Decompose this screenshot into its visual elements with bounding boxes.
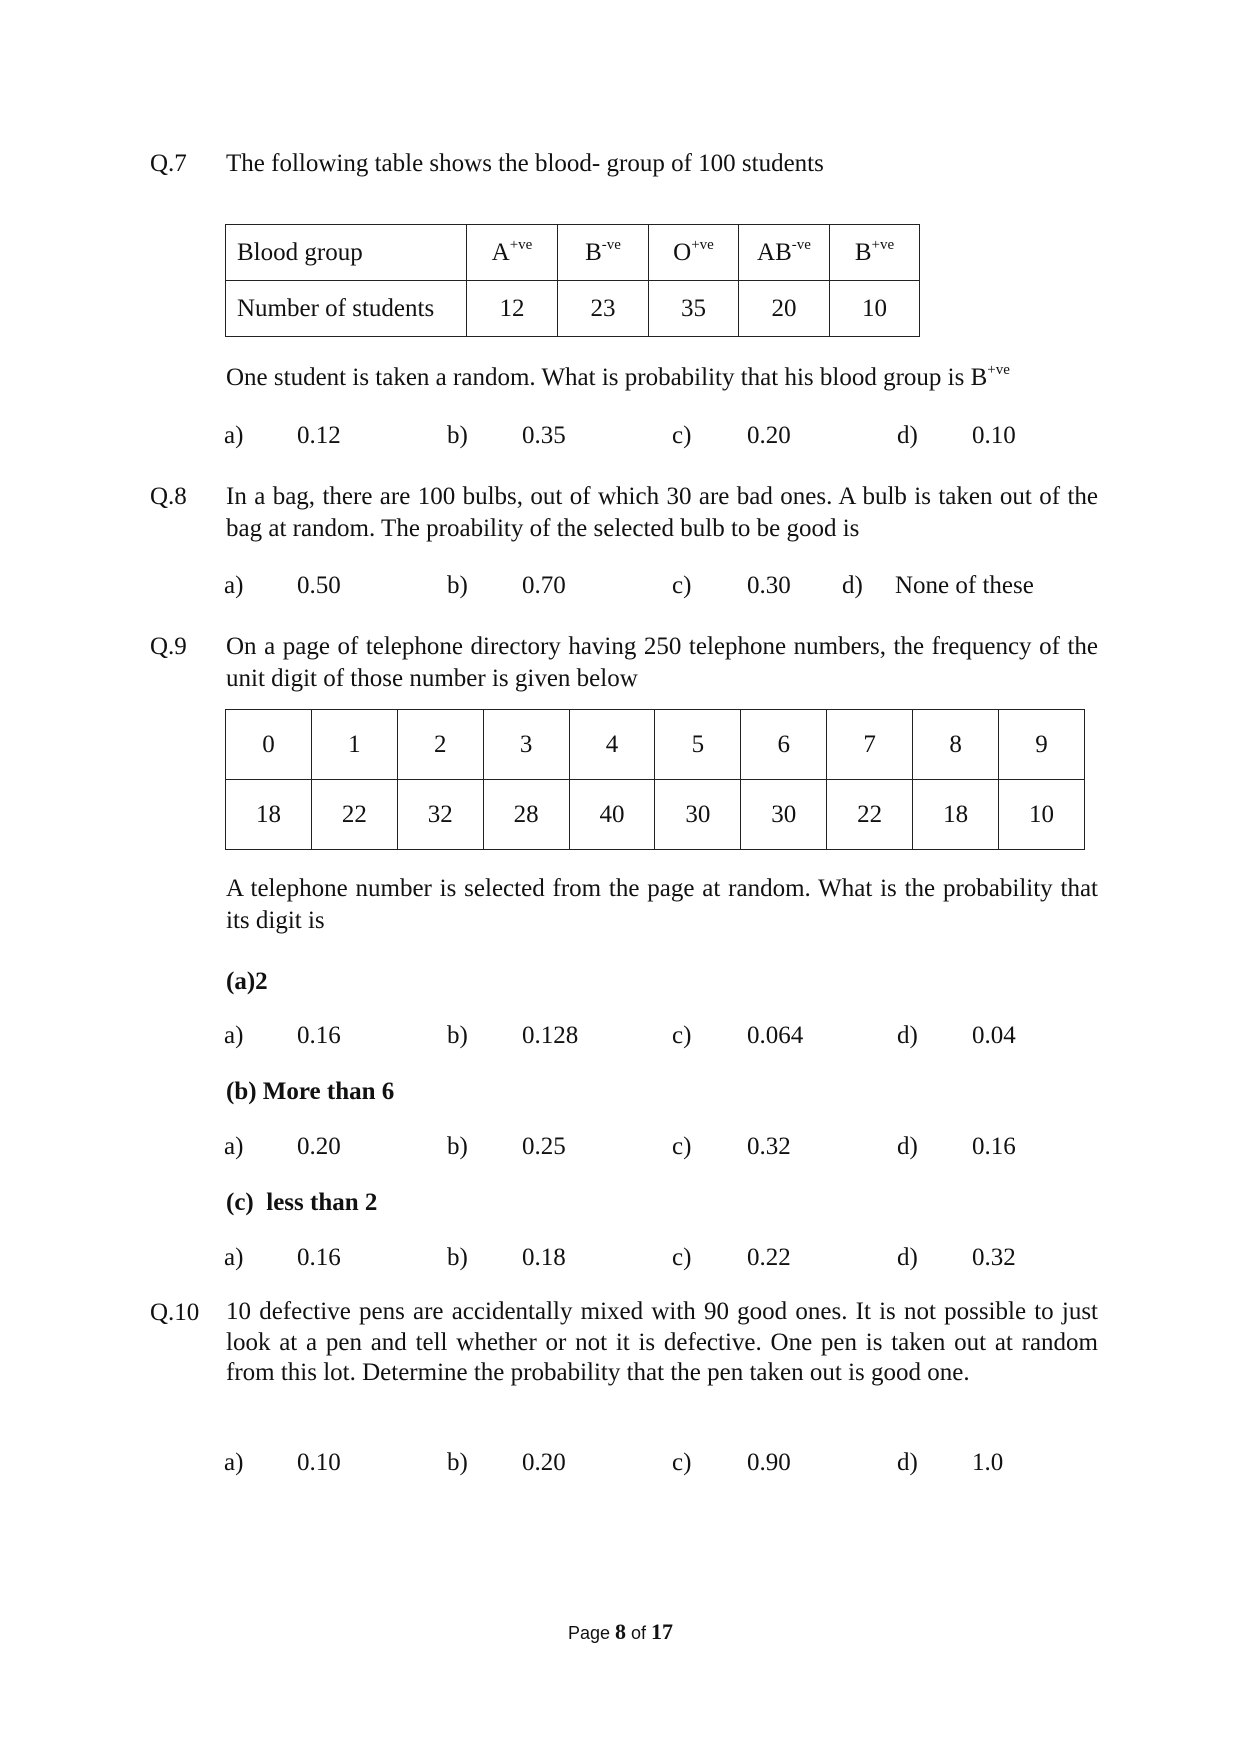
option-label: d)	[897, 1449, 918, 1476]
question-text: On a page of telephone directory having 250 telephone numbers, the frequency of the unit digit of those number is given below	[226, 633, 1098, 692]
total-pages: 17	[651, 1619, 674, 1644]
option-label: b)	[447, 422, 468, 449]
option-value: 0.128	[522, 1022, 579, 1049]
option-value: 0.30	[747, 572, 791, 599]
table-header-label: Blood group	[226, 225, 467, 281]
option-label: c)	[672, 572, 692, 599]
digit-cell: 4	[569, 710, 655, 780]
current-page: 8	[615, 1619, 626, 1644]
blood-group-cell: $B^{-ve}$	[558, 225, 649, 281]
option-value: 0.10	[972, 422, 1016, 449]
student-count-cell: 20	[739, 281, 830, 337]
option-value: 0.16	[297, 1022, 341, 1049]
question-number: Q.7	[150, 150, 187, 177]
digit-cell: 9	[999, 710, 1085, 780]
question-prompt: One student is taken a random. What is probability that his blood group is $B^{+ve}$	[226, 362, 1010, 391]
option-value: 0.20	[522, 1449, 566, 1476]
student-count-cell: 12	[467, 281, 558, 337]
question-number: Q.10	[150, 1299, 200, 1326]
option-value: 1.0	[972, 1449, 1004, 1476]
question-text: In a bag, there are 100 bulbs, out of which 30 are bad ones. A bulb is taken out of the bag at random. The proability of the selected bulb to be good is	[226, 483, 1098, 542]
sub-question-label: (a)2	[226, 968, 268, 995]
digit-cell: 2	[397, 710, 483, 780]
sub-question-label: (c) less than 2	[226, 1189, 378, 1216]
option-label: b)	[447, 1133, 468, 1160]
option-value: 0.10	[297, 1449, 341, 1476]
option-label: d)	[842, 572, 863, 599]
sub-question-label: (b) More than 6	[226, 1078, 395, 1105]
page-of-label: of	[631, 1623, 647, 1643]
digit-cell: 8	[913, 710, 999, 780]
option-value: 0.04	[972, 1022, 1016, 1049]
digit-cell: 5	[655, 710, 741, 780]
digit-cell: 1	[311, 710, 397, 780]
option-value: 0.25	[522, 1133, 566, 1160]
page-number-footer	[0, 1619, 1241, 1645]
option-value: 0.70	[522, 572, 566, 599]
option-value: 0.16	[297, 1244, 341, 1271]
frequency-cell: 40	[569, 780, 655, 850]
option-label: b)	[447, 1022, 468, 1049]
frequency-cell: 18	[913, 780, 999, 850]
frequency-cell: 22	[311, 780, 397, 850]
frequency-cell: 30	[655, 780, 741, 850]
option-value: 0.22	[747, 1244, 791, 1271]
option-value: 0.20	[297, 1133, 341, 1160]
question-number: Q.9	[150, 633, 187, 660]
page-label: Page	[567, 1623, 610, 1643]
option-value: 0.50	[297, 572, 341, 599]
option-value: 0.20	[747, 422, 791, 449]
blood-group-table	[225, 224, 920, 337]
digit-cell: 0	[226, 710, 312, 780]
option-label: c)	[672, 1022, 692, 1049]
option-value: 0.18	[522, 1244, 566, 1271]
option-value: 0.12	[297, 422, 341, 449]
option-value: None of these	[895, 572, 1034, 599]
option-label: d)	[897, 1133, 918, 1160]
option-label: c)	[672, 1133, 692, 1160]
option-value: 0.16	[972, 1133, 1016, 1160]
option-value: 0.35	[522, 422, 566, 449]
option-label: d)	[897, 1244, 918, 1271]
question-prompt: A telephone number is selected from the page at random. What is the probability that its digit is	[226, 875, 1098, 934]
option-label: a)	[224, 1133, 244, 1160]
option-label: c)	[672, 1244, 692, 1271]
student-count-cell: 23	[558, 281, 649, 337]
unit-digit-frequency-table	[225, 709, 1085, 850]
option-value: 0.90	[747, 1449, 791, 1476]
option-label: a)	[224, 572, 244, 599]
option-label: a)	[224, 1449, 244, 1476]
option-label: c)	[672, 422, 692, 449]
option-label: a)	[224, 422, 244, 449]
option-label: b)	[447, 1244, 468, 1271]
blood-group-cell: $O^{+ve}$	[649, 225, 739, 281]
option-label: b)	[447, 1449, 468, 1476]
option-label: a)	[224, 1022, 244, 1049]
option-value: 0.32	[972, 1244, 1016, 1271]
option-label: a)	[224, 1244, 244, 1271]
frequency-cell: 18	[226, 780, 312, 850]
digit-cell: 6	[741, 710, 827, 780]
digit-cell: 7	[827, 710, 913, 780]
table-row-label: Number of students	[226, 281, 467, 337]
option-value: 0.064	[747, 1022, 804, 1049]
option-label: d)	[897, 1022, 918, 1049]
option-value: 0.32	[747, 1133, 791, 1160]
frequency-cell: 10	[999, 780, 1085, 850]
question-text: 10 defective pens are accidentally mixed with 90 good ones. It is not possible to just look at a pen and tell whether or not it is defective. One pen is taken out at random from this lot. Determine the probability that the pen taken out is good one.	[226, 1298, 1098, 1386]
blood-group-cell: $B^{+ve}$	[830, 225, 920, 281]
student-count-cell: 10	[830, 281, 920, 337]
frequency-cell: 22	[827, 780, 913, 850]
option-label: d)	[897, 422, 918, 449]
question-number: Q.8	[150, 483, 187, 510]
digit-cell: 3	[483, 710, 569, 780]
student-count-cell: 35	[649, 281, 739, 337]
option-label: b)	[447, 572, 468, 599]
option-label: c)	[672, 1449, 692, 1476]
frequency-cell: 32	[397, 780, 483, 850]
blood-group-cell: $A^{+ve}$	[467, 225, 558, 281]
frequency-cell: 30	[741, 780, 827, 850]
blood-group-cell: $AB^{-ve}$	[739, 225, 830, 281]
question-text: The following table shows the blood- group of 100 students	[226, 150, 824, 177]
frequency-cell: 28	[483, 780, 569, 850]
